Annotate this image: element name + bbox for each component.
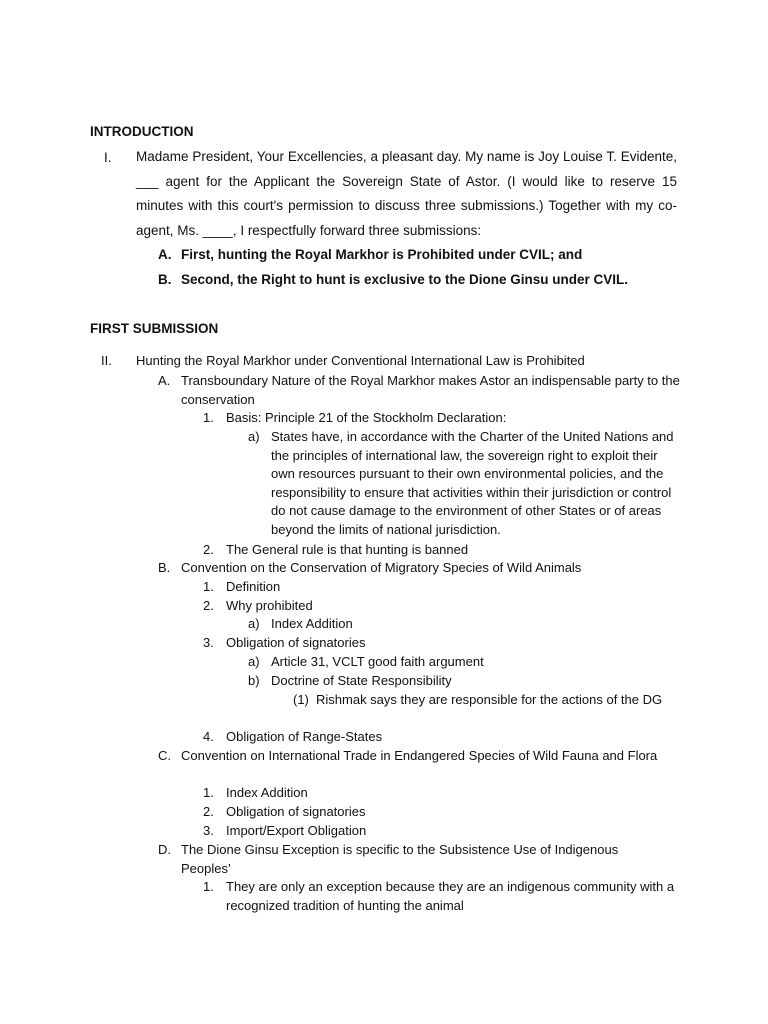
outline-marker: 1. xyxy=(203,785,214,800)
outline-marker: b) xyxy=(248,673,260,688)
outline-item-text: Definition xyxy=(226,579,281,594)
outline-item-text: Obligation of signatories xyxy=(226,635,366,650)
intro-paragraph: Madame President, Your Excellencies, a pleasant day. My name is Joy Louise T. Evidente, ___ agent for the Applicant the Sovereign State of Astor. (I would like to reserve 15 minutes with this court's permission to discuss three submissions.) Together with my co-agent, Ms. ____, I respectfully forward three submissions: xyxy=(136,149,677,238)
submission-a-marker: A. xyxy=(158,247,172,262)
first-submission-heading: FIRST SUBMISSION xyxy=(90,321,219,336)
outline-marker: 3. xyxy=(203,823,214,838)
outline-item-text: Obligation of Range-States xyxy=(226,729,383,744)
outline-marker: C. xyxy=(158,748,171,763)
outline-marker: 1. xyxy=(203,410,214,425)
outline-marker: 4. xyxy=(203,729,214,744)
outline-item-text: Hunting the Royal Markhor under Conventional International Law is Prohibited xyxy=(136,353,585,368)
outline-item-text: States have, in accordance with the Charter of the United Nations and the principles of international law, the sovereign right to exploit their own resources pursuant to their own environmental policies, and the responsibility to ensure that activities within their jurisdiction or control do not cause damage to the environment of other States or of areas beyond the limits of national jurisdiction. xyxy=(271,429,674,537)
outline-item-text: Transboundary Nature of the Royal Markhor makes Astor an indispensable party to the conservation xyxy=(181,373,680,407)
outline-marker: 2. xyxy=(203,598,214,613)
outline-item-text: Why prohibited xyxy=(226,598,313,613)
outline-item-text: Index Addition xyxy=(271,616,353,631)
outline-marker: 1. xyxy=(203,879,214,894)
outline-item-text: The Dione Ginsu Exception is specific to the Subsistence Use of Indigenous Peoples’ xyxy=(181,842,619,876)
outline-item-text: Convention on International Trade in Endangered Species of Wild Fauna and Flora xyxy=(181,748,658,763)
outline-marker: 1. xyxy=(203,579,214,594)
outline-item-text: Obligation of signatories xyxy=(226,804,366,819)
outline-item-text: Article 31, VCLT good faith argument xyxy=(271,654,484,669)
outline-item-text: Rishmak says they are responsible for the actions of the DG xyxy=(316,692,663,707)
outline-marker: 3. xyxy=(203,635,214,650)
outline-marker: a) xyxy=(248,429,260,444)
outline-item-text: They are only an exception because they are an indigenous community with a recognized tradition of hunting the animal xyxy=(226,879,675,913)
introduction-heading: INTRODUCTION xyxy=(90,124,194,139)
outline-marker: 2. xyxy=(203,542,214,557)
outline-item-text: Basis: Principle 21 of the Stockholm Declaration: xyxy=(226,410,507,425)
outline-marker: D. xyxy=(158,842,171,857)
outline-marker: 2. xyxy=(203,804,214,819)
outline-marker: a) xyxy=(248,654,260,669)
outline-marker: a) xyxy=(248,616,260,631)
outline-item-text: Index Addition xyxy=(226,785,308,800)
outline-item-text: Import/Export Obligation xyxy=(226,823,367,838)
outline-item-text: The General rule is that hunting is banned xyxy=(226,542,469,557)
outline-marker: II. xyxy=(101,353,112,368)
submission-b-marker: B. xyxy=(158,272,172,287)
outline-marker: A. xyxy=(158,373,171,388)
outline-item-text: Convention on the Conservation of Migratory Species of Wild Animals xyxy=(181,560,582,575)
outline-marker: B. xyxy=(158,560,171,575)
outline-item-text: Doctrine of State Responsibility xyxy=(271,673,452,688)
submission-a-text: First, hunting the Royal Markhor is Prohibited under CVIL; and xyxy=(181,247,583,262)
intro-marker: I. xyxy=(104,150,112,165)
submission-b-text: Second, the Right to hunt is exclusive to the Dione Ginsu under CVIL. xyxy=(181,272,629,287)
outline-marker: (1) xyxy=(293,692,309,707)
